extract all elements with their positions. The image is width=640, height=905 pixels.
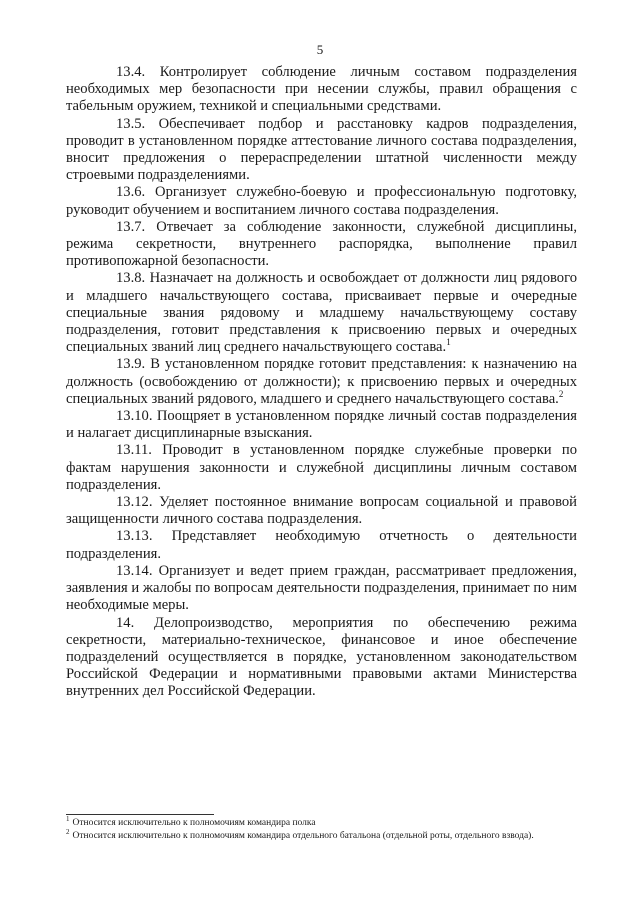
paragraph-text: 13.8. Назначает на должность и освобождает от должности лиц рядового и младшего начальствующего состава, присваивает первые и очередные специальные звания рядовому и младшему начальствующему составу подразделения, готовит представления к присвоению первых и очередных специальных званий лиц среднего начальствующего состава.	[66, 270, 577, 356]
paragraph-13-4	[66, 64, 577, 116]
paragraph-13-5	[66, 116, 577, 185]
paragraph-13-6	[66, 184, 577, 218]
paragraph-13-7	[66, 219, 577, 271]
paragraph-13-12	[66, 494, 577, 528]
footnote-ref[interactable]: 2	[558, 389, 564, 399]
paragraph-text: 13.6. Организует служебно-боевую и профессиональную подготовку, руководит обучением и воспитанием личного состава подразделения.	[66, 184, 577, 218]
paragraph-14	[66, 615, 577, 701]
footnote-text: Относится исключительно к полномочиям командира полка	[72, 818, 316, 828]
paragraph-text: 13.14. Организует и ведет прием граждан, рассматривает предложения, заявления и жалобы по вопросам деятельности подразделения, принимает по ним необходимые меры.	[66, 562, 577, 614]
paragraph-text: 13.11. Проводит в установленном порядке служебные проверки по фактам нарушения законности и служебной дисциплины личным составом подразделения.	[66, 442, 577, 493]
footnote-1	[66, 814, 577, 830]
paragraph-text: 14. Делопроизводство, мероприятия по обеспечению режима секретности, материально-техническое, финансовое и иное обеспечение подразделений осуществляется в порядке, установленном законодательством Российской Федерации и нормативными правовыми актами Министерства внутренних дел Российской Федерации.	[66, 614, 577, 700]
paragraph-text: 13.9. В установленном порядке готовит представления: к назначению на должность (освобождению от должности); к присвоению первых и очередных специальных званий рядового, младшего и среднего начальствующего состава.	[66, 356, 577, 407]
footnote-text: Относится исключительно к полномочиям командира отдельного батальона (отдельной роты, отдельного взвода).	[72, 831, 534, 841]
footnote-divider	[66, 814, 214, 815]
paragraph-text: 13.7. Отвечает за соблюдение законности, служебной дисциплины, режима секретности, внутреннего распорядка, выполнение правил противопожарной безопасности.	[66, 218, 577, 270]
paragraph-13-11	[66, 442, 577, 494]
paragraph-13-13	[66, 528, 577, 562]
footnote-mark: 2	[66, 827, 70, 836]
paragraph-13-8	[66, 270, 577, 356]
paragraph-text: 13.12. Уделяет постоянное внимание вопросам социальной и правовой защищенности личного состава подразделения.	[66, 494, 577, 528]
paragraph-text: 13.10. Поощряет в установленном порядке личный состав подразделения и налагает дисциплинарные взыскания.	[66, 408, 577, 442]
paragraph-13-10	[66, 408, 577, 442]
paragraph-text: 13.4. Контролирует соблюдение личным составом подразделения необходимых мер безопасности при несении службы, правил обращения с табельным оружием, техникой и специальными средствами.	[66, 64, 577, 115]
paragraph-13-14	[66, 563, 577, 615]
paragraph-text: 13.13. Представляет необходимую отчетность о деятельности подразделения.	[66, 528, 577, 562]
page-number: 5	[316, 42, 324, 57]
paragraph-13-9	[66, 356, 577, 408]
footnote-ref[interactable]: 1	[446, 337, 451, 348]
document-body	[66, 64, 577, 701]
footnote-2	[66, 827, 577, 843]
footnote-mark: 1	[66, 814, 70, 823]
footnotes	[66, 814, 577, 843]
paragraph-text: 13.5. Обеспечивает подбор и расстановку кадров подразделения, проводит в установленном порядке аттестование личного состава подразделения, вносит предложения о перераспределении штатной численности между строевыми подразделениями.	[66, 115, 577, 184]
